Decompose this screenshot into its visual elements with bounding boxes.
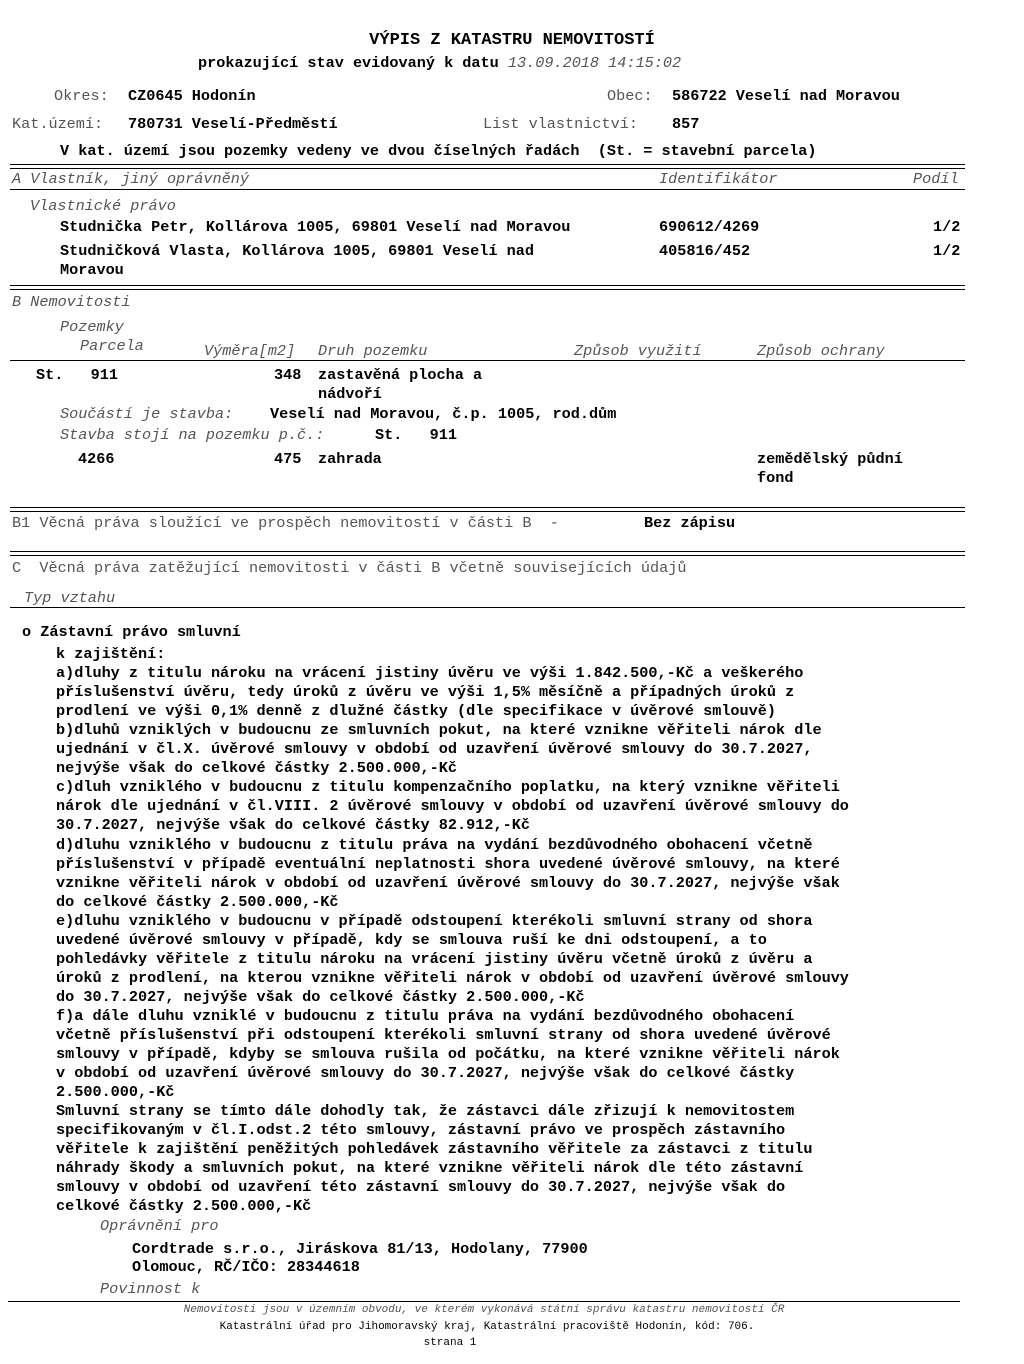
body-line: včetně příslušenství při odstoupení kterékoli smluvní strany od shora uvedené úvěrové: [56, 1026, 831, 1044]
opravneni-line: Olomouc, RČ/IČO: 28344618: [132, 1258, 360, 1276]
body-line: a)dluhy z titulu nároku na vrácení jistiny úvěru ve výši 1.842.500,-Kč a veškerého: [56, 664, 804, 683]
body-line: 30.7.2027, nejvýše však do celkové částky 82.912,-Kč: [56, 816, 530, 835]
body-line: do 30.7.2027, nejvýše však do celkové částky 2.500.000,-Kč: [56, 987, 585, 1006]
body-line: vznikne věřiteli nárok v období od uzavření úvěrové smlouvy do 30.7.2027, nejvýše však: [56, 873, 840, 892]
footer-divider: [8, 1301, 960, 1302]
divider: [10, 168, 965, 169]
footer-line: Nemovitosti jsou v územním obvodu, ve kterém vykonává státní správu katastru nemovitostí ČR: [183, 1304, 785, 1316]
stoji-label: Stavba stojí na pozemku p.č.:: [60, 426, 325, 444]
document-title: VÝPIS Z KATASTRU NEMOVITOSTÍ: [369, 31, 655, 50]
section-c-heading: C Věcná práva zatěžující nemovitosti v části B včetně souvisejících údajů: [12, 559, 687, 577]
col-identifikator: Identifikátor: [659, 170, 778, 188]
body-line: náhrady škody a smluvních pokut, na které vznikne věřiteli nárok dle této zástavní: [56, 1159, 804, 1178]
col-ochrana: Způsob ochrany: [757, 342, 885, 360]
vlastnicke-pravo-heading: Vlastnické právo: [30, 197, 176, 215]
owner-id: 405816/452: [659, 242, 751, 260]
divider: [10, 285, 965, 286]
body-line: f)a dále dluhu vzniklé v budoucnu z titulu práva na vydání bezdůvodného obohacení: [56, 1006, 795, 1025]
owner-name: Studničková Vlasta, Kollárova 1005, 69801 Veselí nad: [60, 242, 534, 260]
col-typ-vztahu: Typ vztahu: [24, 589, 116, 607]
okres-value: CZ0645 Hodonín: [128, 87, 256, 105]
katuzemi-label: Kat.území:: [12, 115, 104, 133]
body-line: úroků z prodlení, na kterou vznikne věřiteli nárok v období od uzavření úvěrové smlouvy: [56, 968, 849, 987]
katuzemi-value: 780731 Veselí-Předměstí: [128, 115, 338, 133]
divider: [10, 551, 965, 552]
footer-line: Katastrální úřad pro Jihomoravský kraj, Katastrální pracoviště Hodonín, kód: 706.: [219, 1321, 755, 1333]
soucasti-label: Součástí je stavba:: [60, 405, 234, 423]
povinnost-label: Povinnost k: [100, 1280, 201, 1298]
obec-label: Obec:: [607, 87, 653, 105]
body-line: nárok dle ujednání v čl.VIII. 2 úvěrové smlouvy v období od uzavření úvěrové smlouvy do: [56, 797, 849, 816]
parcel-protection: zemědělský půdní: [757, 450, 903, 468]
body-line: smlouvy v případě, kdyby se smlouva rušila od počátku, na které vznikne věřiteli nárok: [56, 1045, 840, 1064]
soucasti-value: Veselí nad Moravou, č.p. 1005, rod.dům: [270, 405, 617, 423]
body-line: b)dluhů vzniklých v budoucnu ze smluvních pokut, na které vznikne věřiteli nárok dle: [56, 721, 822, 740]
divider: [10, 511, 965, 512]
body-line: c)dluh vzniklého v budoucnu z titulu kompenzačního poplatku, na který vznikne věřiteli: [56, 778, 840, 797]
divider: [10, 607, 965, 608]
section-b1-value: Bez zápisu: [644, 514, 736, 532]
body-line: e)dluhu vzniklého v budoucnu v případě odstoupení kterékoli smluvní strany od shora: [56, 911, 813, 930]
subtitle-prefix: prokazující stav evidovaný k datu: [198, 54, 499, 72]
body-line: do celkové částky 2.500.000,-Kč: [56, 892, 339, 911]
section-b1-heading: B1 Věcná práva sloužící ve prospěch nemovitostí v části B -: [12, 514, 559, 532]
parcel-area: 348: [274, 366, 302, 384]
pozemky-heading: Pozemky: [60, 318, 124, 336]
rady-note: V kat. území jsou pozemky vedeny ve dvou číselných řadách (St. = stavební parcela): [60, 142, 817, 160]
body-line: 2.500.000,-Kč: [56, 1083, 175, 1102]
body-line: Smluvní strany se tímto dále dohodly tak, že zástavci dále zřizují k nemovitostem: [56, 1102, 795, 1121]
body-line: prodlení ve výši 0,1% denně z dlužné částky (dle specifikace v úvěrové smlouvě): [56, 702, 777, 721]
col-vyuziti: Způsob využití: [574, 342, 702, 360]
body-line: k zajištění:: [56, 645, 166, 663]
parcel-area: 475: [274, 450, 302, 468]
okres-label: Okres:: [54, 87, 109, 105]
body-line: příslušenství úvěru, tedy úroků z úvěru ve výši 1,5% měsíčně a případných úroků z: [56, 683, 795, 702]
owner-share: 1/2: [933, 242, 961, 260]
owner-id: 690612/4269: [659, 218, 760, 236]
owner-share: 1/2: [933, 218, 961, 236]
stoji-value: St. 911: [375, 426, 458, 444]
divider: [10, 289, 965, 290]
opravneni-line: Cordtrade s.r.o., Jiráskova 81/13, Hodolany, 77900: [132, 1240, 588, 1258]
divider: [10, 555, 965, 556]
extract-date: 13.09.2018 14:15:02: [507, 54, 682, 72]
parcel-number: St. 911: [36, 366, 119, 384]
body-line: věřitele k zajištění peněžitých pohledávek zástavního věřitele za zástavci z titulu: [56, 1140, 813, 1159]
obec-value: 586722 Veselí nad Moravou: [672, 87, 900, 105]
body-line: příslušenství v případě eventuální neplatnosti shora uvedené úvěrové smlouvy, na které: [56, 854, 840, 873]
section-b-heading: B Nemovitosti: [12, 293, 131, 311]
body-line: v období od uzavření úvěrové smlouvy do 30.7.2027, nejvýše však do celkové částky: [56, 1064, 795, 1083]
lv-label: List vlastnictví:: [483, 115, 638, 133]
section-a-heading: A Vlastník, jiný oprávněný: [12, 170, 249, 188]
body-line: ujednání v čl.X. úvěrové smlouvy v období od uzavření úvěrové smlouvy do 30.7.2027,: [56, 740, 813, 759]
divider: [10, 360, 965, 361]
body-line: uvedené úvěrové smlouvy v případě, kdy se smlouva ruší ke dni odstoupení, a to: [56, 930, 767, 949]
parcel-type-cont: nádvoří: [318, 385, 382, 403]
divider: [10, 164, 965, 165]
body-line: pohledávky věřitele z titulu nároku na vrácení jistiny úvěru včetně úroků z úvěru a: [56, 949, 813, 968]
divider: [10, 189, 965, 190]
opravneni-label: Oprávnění pro: [100, 1217, 219, 1235]
parcel-number: 4266: [78, 450, 115, 468]
parcel-protection-cont: fond: [757, 469, 794, 487]
col-parcela: Parcela: [80, 337, 144, 355]
col-vymera: Výměra[m2]: [204, 342, 296, 360]
col-druh: Druh pozemku: [318, 342, 428, 360]
owner-name: Studnička Petr, Kollárova 1005, 69801 Veselí nad Moravou: [60, 218, 571, 236]
zastavni-pravo-title: o Zástavní právo smluvní: [22, 623, 241, 641]
page-number: strana 1: [423, 1337, 477, 1349]
body-line: d)dluhu vzniklého v budoucnu z titulu práva na vydání bezdůvodného obohacení včetně: [56, 835, 813, 854]
lv-value: 857: [672, 115, 700, 133]
body-line: smlouvy v období od uzavření této zástavní smlouvy do 30.7.2027, nejvýše však do: [56, 1178, 786, 1197]
body-line: specifikovaným v čl.I.odst.2 této smlouvy, zástavní právo ve prospěch zástavního: [56, 1121, 786, 1140]
divider: [10, 507, 965, 508]
body-line: nejvýše však do celkové částky 2.500.000,-Kč: [56, 759, 458, 778]
subtitle: [198, 54, 681, 73]
col-podil: Podíl: [913, 170, 959, 188]
parcel-type: zahrada: [318, 450, 382, 468]
owner-name-cont: Moravou: [60, 261, 124, 279]
body-line: celkové částky 2.500.000,-Kč: [56, 1197, 312, 1216]
parcel-type: zastavěná plocha a: [318, 366, 483, 384]
